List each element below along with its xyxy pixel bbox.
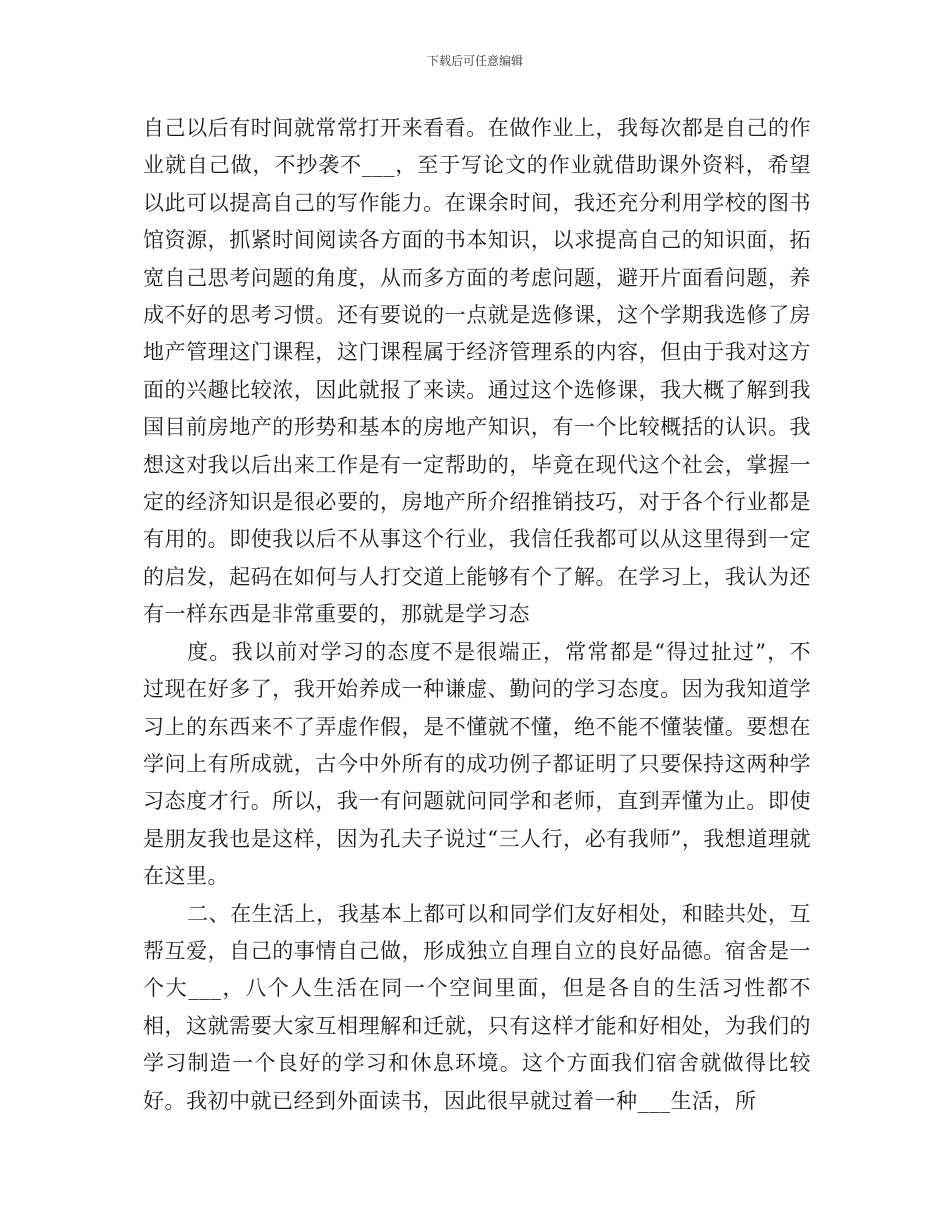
paragraph-study-attitude: 度。我以前对学习的态度不是很端正，常常都是“得过扯过”，不过现在好多了，我开始养成一种谦虚、勤问的学习态度。因为我知道学习上的东西来不了弄虚作假，是不懂就不懂，绝不能不懂装懂。要想在学问上有所成就，古今中外所有的成功例子都证明了只要保持这两种学习态度才行。所以，我一有问题就问同学和老师，直到弄懂为止。即使是朋友我也是这样，因为孔夫子说过“三人行，必有我师”，我想道理就在这里。 <box>143 639 811 889</box>
page-header-note: 下载后可任意编辑 <box>426 54 523 68</box>
document-body <box>143 110 811 1120</box>
paragraph-study-habits: 自己以后有时间就常常打开来看看。在做作业上，我每次都是自己的作业就自己做，不抄袭不___，至于写论文的作业就借助课外资料，希望以此可以提高自己的写作能力。在课余时间，我还充分利用学校的图书馆资源，抓紧时间阅读各方面的书本知识，以求提高自己的知识面，拓宽自己思考问题的角度，从而多方面的考虑问题，避开片面看问题，养成不好的思考习惯。还有要说的一点就是选修课，这个学期我选修了房地产管理这门课程，这门课程属于经济管理系的内容，但由于我对这方面的兴趣比较浓，因此就报了来读。通过这个选修课，我大概了解到我国目前房地产的形势和基本的房地产知识，有一个比较概括的认识。我想这对我以后出来工作是有一定帮助的，毕竟在现代这个社会，掌握一定的经济知识是很必要的，房地产所介绍推销技巧，对于各个行业都是有用的。即使我以后不从事这个行业，我信任我都可以从这里得到一定的启发，起码在如何与人打交道上能够有个了解。在学习上，我认为还有一样东西是非常重要的，那就是学习态 <box>143 116 811 627</box>
paragraph-daily-life: 二、在生活上，我基本上都可以和同学们友好相处，和睦共处，互帮互爱，自己的事情自己做，形成独立自理自立的良好品德。宿舍是一个大___，八个人生活在同一个空间里面，但是各自的生活习性都不相，这就需要大家互相理解和迁就，只有这样才能和好相处，为我们的学习制造一个良好的学习和休息环境。这个方面我们宿舍就做得比较好。我初中就已经到外面读书，因此很早就过着一种___生活，所 <box>143 901 811 1113</box>
